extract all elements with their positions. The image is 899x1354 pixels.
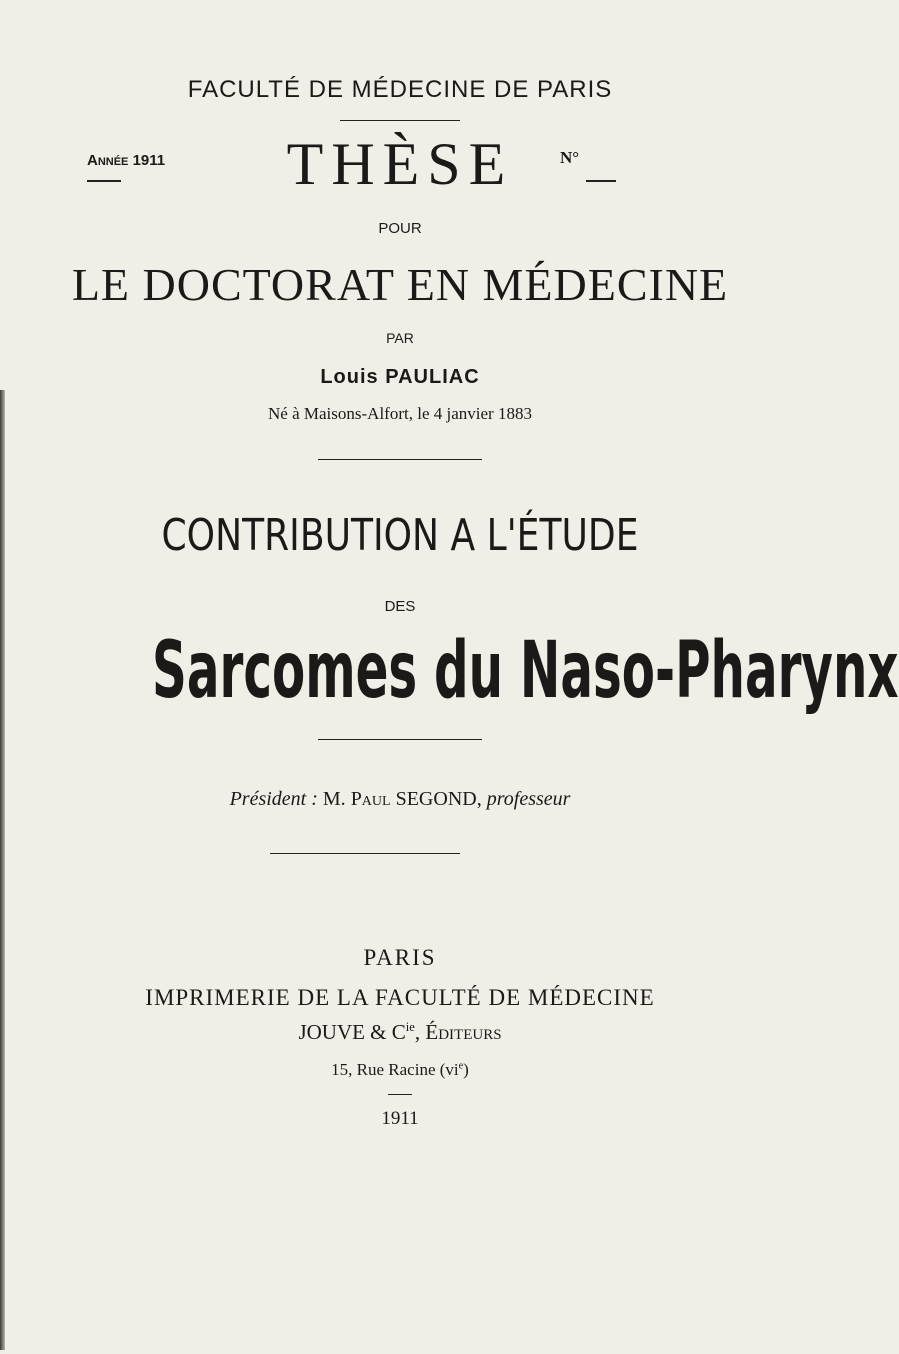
rule-after-author [318,459,482,460]
address-sup: e [458,1060,464,1072]
president-role: professeur [486,788,571,810]
number-blank [586,180,616,182]
president-surname: SEGOND, [395,788,482,810]
rule-after-president [270,853,460,854]
number-label: N° [560,148,580,167]
president-line [0,788,800,811]
address-main: 15, Rue Racine (vi [331,1060,459,1079]
subject-line-2: DES [384,598,416,615]
par-label: PAR [386,330,414,346]
rule-top [340,120,460,121]
rule-before-year [388,1094,412,1095]
imprint-address [0,1060,800,1080]
author-name: Louis PAULIAC [320,366,480,388]
subject-title: Sarcomes du Naso-Pharynx [152,626,899,716]
publisher-name: JOUVE & C [298,1020,406,1044]
birth-info: Né à Maisons-Alfort, le 4 janvier 1883 [268,404,532,423]
page-edge-shadow [0,390,5,1350]
faculty-heading: FACULTÉ DE MÉDECINE DE PARIS [187,76,613,103]
imprint-publisher [0,1020,800,1045]
president-firstname: Paul [350,788,391,810]
pour-label: POUR [378,220,422,237]
rule-after-subject [318,739,482,740]
imprint-printer: IMPRIMERIE DE LA FACULTÉ DE MÉDECINE [145,985,655,1010]
imprint-year: 1911 [381,1108,419,1129]
year-value: 1911 [132,152,166,169]
president-label: Président : [229,788,318,810]
publisher-role: , Éditeurs [414,1020,502,1044]
publisher-sup: ie [405,1020,415,1034]
president-title: M. [322,788,346,810]
address-end: ) [463,1060,469,1079]
imprint-city: PARIS [363,945,437,970]
year-label-word: Année [87,152,129,169]
degree-title: LE DOCTORAT EN MÉDECINE [71,259,729,310]
subject-line-1: CONTRIBUTION A L'ÉTUDE [161,510,639,561]
these-title: THÈSE [286,131,514,197]
